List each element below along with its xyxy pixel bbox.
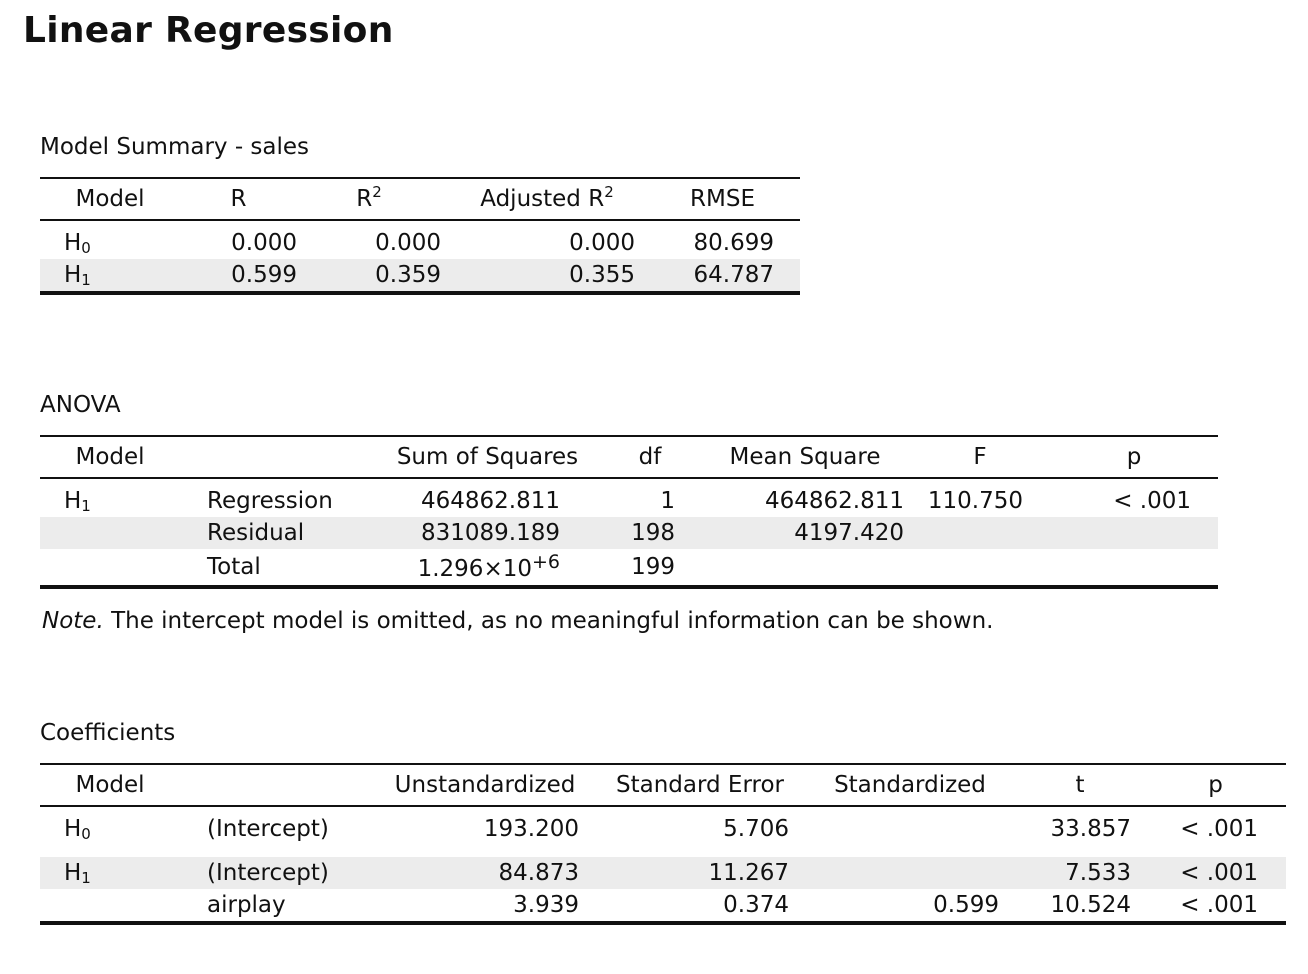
rmse-cell: 80.699 xyxy=(693,230,774,256)
mean-square-cell: 4197.420 xyxy=(700,517,910,549)
standardized-cell: 0.599 xyxy=(933,892,999,918)
df-cell: 198 xyxy=(600,517,700,549)
adjusted-r2-cell: 0.355 xyxy=(441,259,635,293)
page-title: Linear Regression xyxy=(23,10,394,51)
table-row xyxy=(40,889,1286,923)
col-header-r: R xyxy=(230,186,247,212)
col-header-mean-square: Mean Square xyxy=(729,444,881,470)
col-header-standard-error: Standard Error xyxy=(615,772,784,798)
table-row xyxy=(40,485,1218,517)
f-cell xyxy=(910,549,1050,587)
anova-note xyxy=(42,608,993,634)
term-cell: airplay xyxy=(207,892,286,918)
table-row xyxy=(40,227,800,259)
standardized-cell xyxy=(805,813,1015,845)
col-header-p: p xyxy=(1126,444,1142,470)
col-header-r2: $R^2$ xyxy=(356,183,382,212)
table-header-row xyxy=(40,764,1286,806)
standard-error-cell: 11.267 xyxy=(595,857,805,889)
p-cell: < .001 xyxy=(1180,892,1258,918)
col-header-standardized: Standardized xyxy=(834,772,986,798)
model-cell xyxy=(40,549,180,587)
t-cell: 10.524 xyxy=(1050,892,1131,918)
model-cell xyxy=(40,889,180,923)
model-summary-title: Model Summary - sales xyxy=(40,134,310,160)
adjusted-r2-cell: 0.000 xyxy=(569,230,635,256)
col-header-df: df xyxy=(638,444,662,470)
coefficients-title: Coefficients xyxy=(40,720,176,746)
t-cell: 33.857 xyxy=(1050,816,1131,842)
f-cell: 110.750 xyxy=(927,488,1023,514)
rmse-cell: 64.787 xyxy=(635,259,800,293)
r2-cell: 0.359 xyxy=(297,259,441,293)
p-cell: < .001 xyxy=(1145,857,1286,889)
col-header-t: t xyxy=(1075,772,1085,798)
sum-of-squares-cell: 831089.189 xyxy=(375,517,600,549)
col-header-model: Model xyxy=(75,186,145,212)
anova-table xyxy=(40,435,1218,589)
term-cell: Residual xyxy=(180,517,375,549)
r-cell: 0.000 xyxy=(231,230,297,256)
col-header-sum-of-squares: Sum of Squares xyxy=(396,444,579,470)
col-header-model: Model xyxy=(75,444,145,470)
model-cell: $H_0$ xyxy=(64,816,91,843)
table-row xyxy=(40,549,1218,587)
col-header-f: F xyxy=(973,444,987,470)
sum-of-squares-cell: $1.296\times 10^{+6}$ xyxy=(417,551,560,582)
unstandardized-cell: 193.200 xyxy=(483,816,579,842)
mean-square-cell: 464862.811 xyxy=(764,488,904,514)
model-cell: $H_1$ xyxy=(40,857,180,889)
col-header-term xyxy=(180,436,375,478)
unstandardized-cell: 84.873 xyxy=(375,857,595,889)
r-cell: 0.599 xyxy=(180,259,297,293)
term-cell: Total xyxy=(207,554,261,580)
col-header-rmse: RMSE xyxy=(690,186,755,212)
anova-title: ANOVA xyxy=(40,392,121,418)
df-cell: 1 xyxy=(660,488,675,514)
model-cell: $H_0$ xyxy=(64,230,91,257)
model-cell: $H_1$ xyxy=(64,488,91,515)
table-row xyxy=(40,517,1218,549)
f-cell xyxy=(910,517,1050,549)
term-cell: (Intercept) xyxy=(207,816,329,842)
standard-error-cell: 5.706 xyxy=(723,816,789,842)
p-cell xyxy=(1050,517,1218,549)
col-header-adjusted-r2: Adjusted $R^2$ xyxy=(480,183,614,212)
standard-error-cell: 0.374 xyxy=(723,892,789,918)
r2-cell: 0.000 xyxy=(375,230,441,256)
table-row xyxy=(40,857,1286,889)
col-header-unstandardized: Unstandardized xyxy=(394,772,576,798)
mean-square-cell xyxy=(700,549,910,587)
table-header-row xyxy=(40,178,800,220)
col-header-term xyxy=(180,764,375,806)
note-label: Note. xyxy=(42,608,104,634)
df-cell: 199 xyxy=(631,554,675,580)
table-row xyxy=(40,813,1286,845)
model-cell xyxy=(40,517,180,549)
term-cell: Regression xyxy=(207,488,333,514)
col-header-model: Model xyxy=(75,772,145,798)
p-cell xyxy=(1050,549,1218,587)
term-cell: (Intercept) xyxy=(180,857,375,889)
sum-of-squares-cell: 464862.811 xyxy=(420,488,560,514)
model-summary-table xyxy=(40,177,800,295)
model-cell: $H_1$ xyxy=(40,259,180,293)
col-header-p: p xyxy=(1208,772,1223,798)
table-row xyxy=(40,259,800,293)
coefficients-table xyxy=(40,763,1286,925)
note-text: The intercept model is omitted, as no meaningful information can be shown. xyxy=(103,608,994,634)
p-cell: < .001 xyxy=(1180,816,1258,842)
standardized-cell xyxy=(805,857,1015,889)
table-header-row xyxy=(40,436,1218,478)
unstandardized-cell: 3.939 xyxy=(513,892,579,918)
p-cell: < .001 xyxy=(1113,488,1191,514)
t-cell: 7.533 xyxy=(1015,857,1145,889)
